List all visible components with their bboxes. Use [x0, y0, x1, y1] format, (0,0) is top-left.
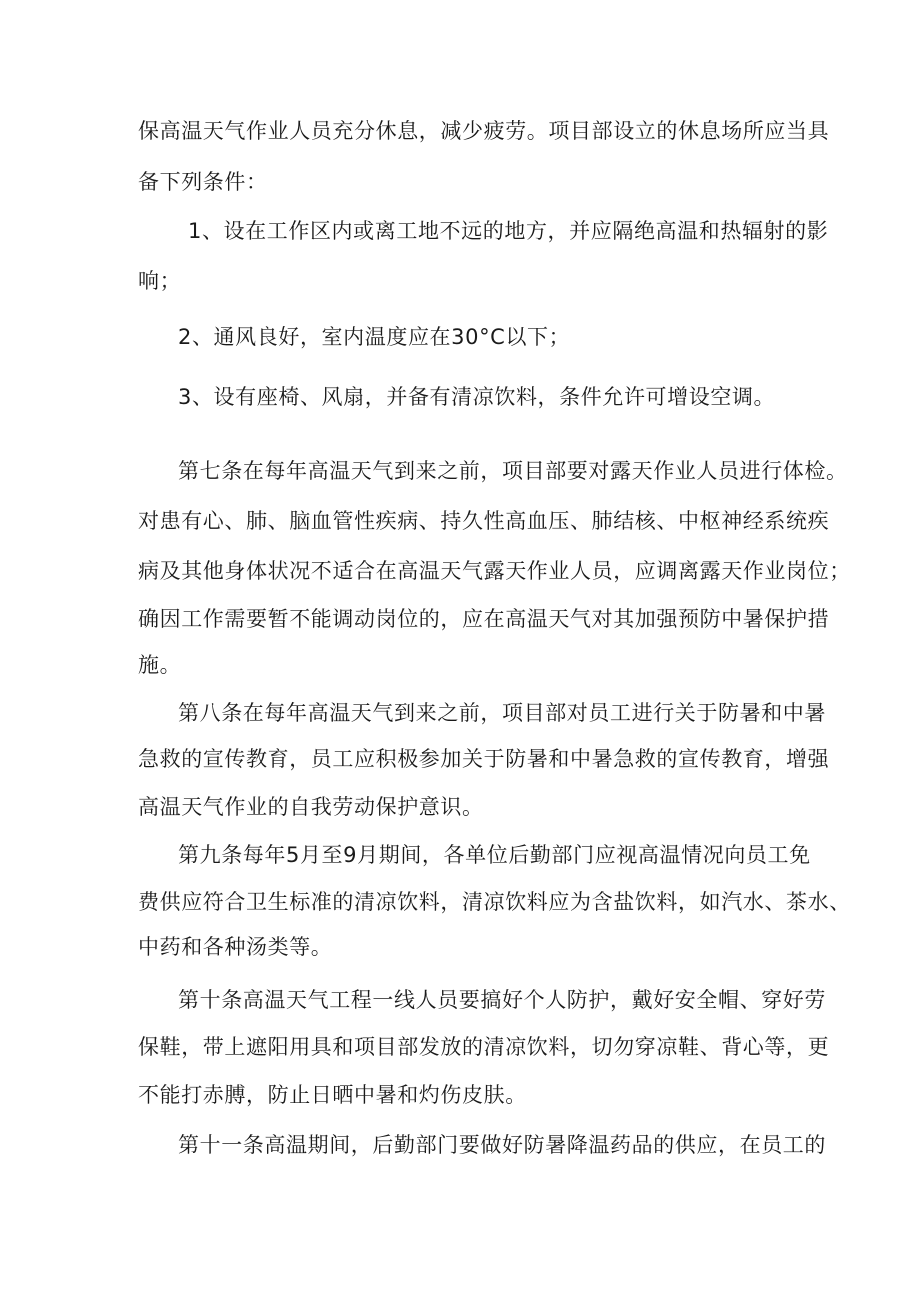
- article-11-line: 第十一条高温期间，后勤部门要做好防暑降温药品的供应，在员工的: [178, 1133, 826, 1157]
- body-text-line: 响；: [138, 269, 182, 293]
- body-text-line: 不能打赤膊，防止日晒中暑和灼伤皮肤。: [138, 1083, 527, 1107]
- list-item: 2、通风良好，室内温度应在30°C以下；: [178, 325, 571, 349]
- body-text-line: 中药和各种汤类等。: [138, 935, 333, 959]
- body-text-line: 病及其他身体状况不适合在高温天气露天作业人员，应调离露天作业岗位；: [138, 559, 851, 583]
- list-item: 1、设在工作区内或离工地不远的地方，并应隔绝高温和热辐射的影: [188, 219, 829, 243]
- body-text-line: 确因工作需要暂不能调动岗位的，应在高温天气对其加强预防中暑保护措: [138, 607, 830, 631]
- body-text-line: 对患有心、肺、脑血管性疾病、持久性高血压、肺结核、中枢神经系统疾: [138, 509, 830, 533]
- body-text-line: 急救的宣传教育，员工应积极参加关于防暑和中暑急救的宣传教育，增强: [138, 747, 830, 771]
- article-8-line: 第八条在每年高温天气到来之前，项目部对员工进行关于防暑和中暑: [178, 701, 826, 725]
- body-text-line: 施。: [138, 653, 182, 677]
- article-9-line: 第九条每年5月至9月期间，各单位后勤部门应视高温情况向员工免: [178, 843, 811, 867]
- body-text-line: 备下列条件：: [138, 170, 268, 194]
- body-text-line: 高温天气作业的自我劳动保护意识。: [138, 795, 484, 819]
- article-7-line: 第七条在每年高温天气到来之前，项目部要对露天作业人员进行体检。: [178, 459, 848, 483]
- article-10-line: 第十条高温天气工程一线人员要搞好个人防护，戴好安全帽、穿好劳: [178, 988, 826, 1012]
- body-text-line: 费供应符合卫生标准的清凉饮料，清凉饮料应为含盐饮料，如汽水、茶水、: [138, 890, 851, 914]
- body-text-line: 保鞋，带上遮阳用具和项目部发放的清凉饮料，切勿穿凉鞋、背心等，更: [138, 1035, 830, 1059]
- list-item: 3、设有座椅、风扇，并备有清凉饮料，条件允许可增设空调。: [178, 385, 776, 409]
- body-text-line: 保高温天气作业人员充分休息，减少疲劳。项目部设立的休息场所应当具: [138, 119, 830, 143]
